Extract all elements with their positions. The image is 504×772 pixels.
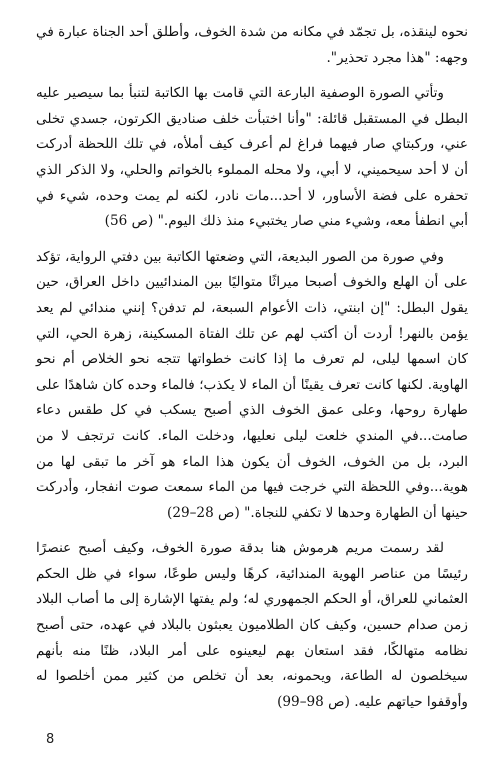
paragraph-4: لقد رسمت مريم هرموش هنا بدقة صورة الخوف، وكيف أصبح عنصرًا رئيسًا من عناصر الهوية المندائية، كرهًا وليس طوعًا، سواء في ظل الحكم العثماني للعراق، أو الحكم الجمهوري له؛ ولم يفتها الإشارة إلى ما أصاب البلاد زمن صدام حسين، وكيف كان الطلاميون يعبثون بالبلاد في عهده، حتى أصبح نظامه متهالكًا، فقد استعان بهم ليعينوه على أمر البلاد، ظنًا منه بأنهم سيخلصون له الطاعة، ويحمونه، بعد أن تخلص من كثير ممن أخلصوا له وأوقفوا حياتهم عليه. (ص 98–99)	[36, 540, 468, 710]
paragraph-2: وتأتي الصورة الوصفية البارعة التي قامت بها الكاتبة لتنبأ بما سيصير عليه البطل في المستقبل قائلة: "وأنا اختبأت خلف صناديق الكرتون، جسدي تخلى عني، وركبتاي صار فيهما فراغ لم أعرف كيف أملأه، في تلك اللحظة أدركت أن لا أحد سيحميني، لا أبي، ولا محله المملوء بالخواتم والحلي، ولا الذكر الذي تحفره على فضة الأساور، لا أحد...مات نادر، لكنه لم يمت وحده، شيء في أبي انطفأ معه، وشيء مني صار يختبيء منذ ذلك اليوم." (ص 56)	[36, 85, 468, 230]
paragraph-3: وفي صورة من الصور البديعة، التي وضعتها الكاتبة بين دفتي الرواية، تؤكد على أن الهلع والخوف أصبحا ميراثًا متواليًا بين المندائيين داخل العراق، حين يقول البطل: "إن ابنتي، ذات الأعوام السبعة، لم تدفن؟ إنني مندائي لم يعد يؤمن بالنهر! أردت أن أكتب لهم عن تلك الفتاة المسكينة، زهرة الحي، التي كان اسمها ليلى، لم تعرف ما إذا كانت خطواتها تتجه نحو الخلاص أم نحو الهاوية. لكنها كانت تعرف يقينًا أن الماء لا يكذب؛ فالماء وحده كان شاهدًا على طهارة روحها، وعلى عمق الخوف الذي أصبح يسكب في كل طقس دعاء صامت...في المندي خلعت ليلى نعليها، ودخلت الماء. كانت ترتجف لا من البرد، بل من الخوف، الخوف أن يكون هذا الماء هو آخر ما تبقى لها من هوية...وفي اللحظة التي خرجت فيها من الماء سمعت صوت انفجار، وأدركت حينها أن الطهارة وحدها لا تكفي للنجاة." (ص 28–29)	[36, 248, 468, 521]
page-body	[36, 20, 468, 725]
page-number: 8	[46, 732, 55, 747]
paragraph-1: نحوه لينقذه، بل تجمّد في مكانه من شدة الخوف، وأطلق أحد الجناة عبارة في وجهه: "هذا مجرد تحذير".	[36, 24, 468, 66]
